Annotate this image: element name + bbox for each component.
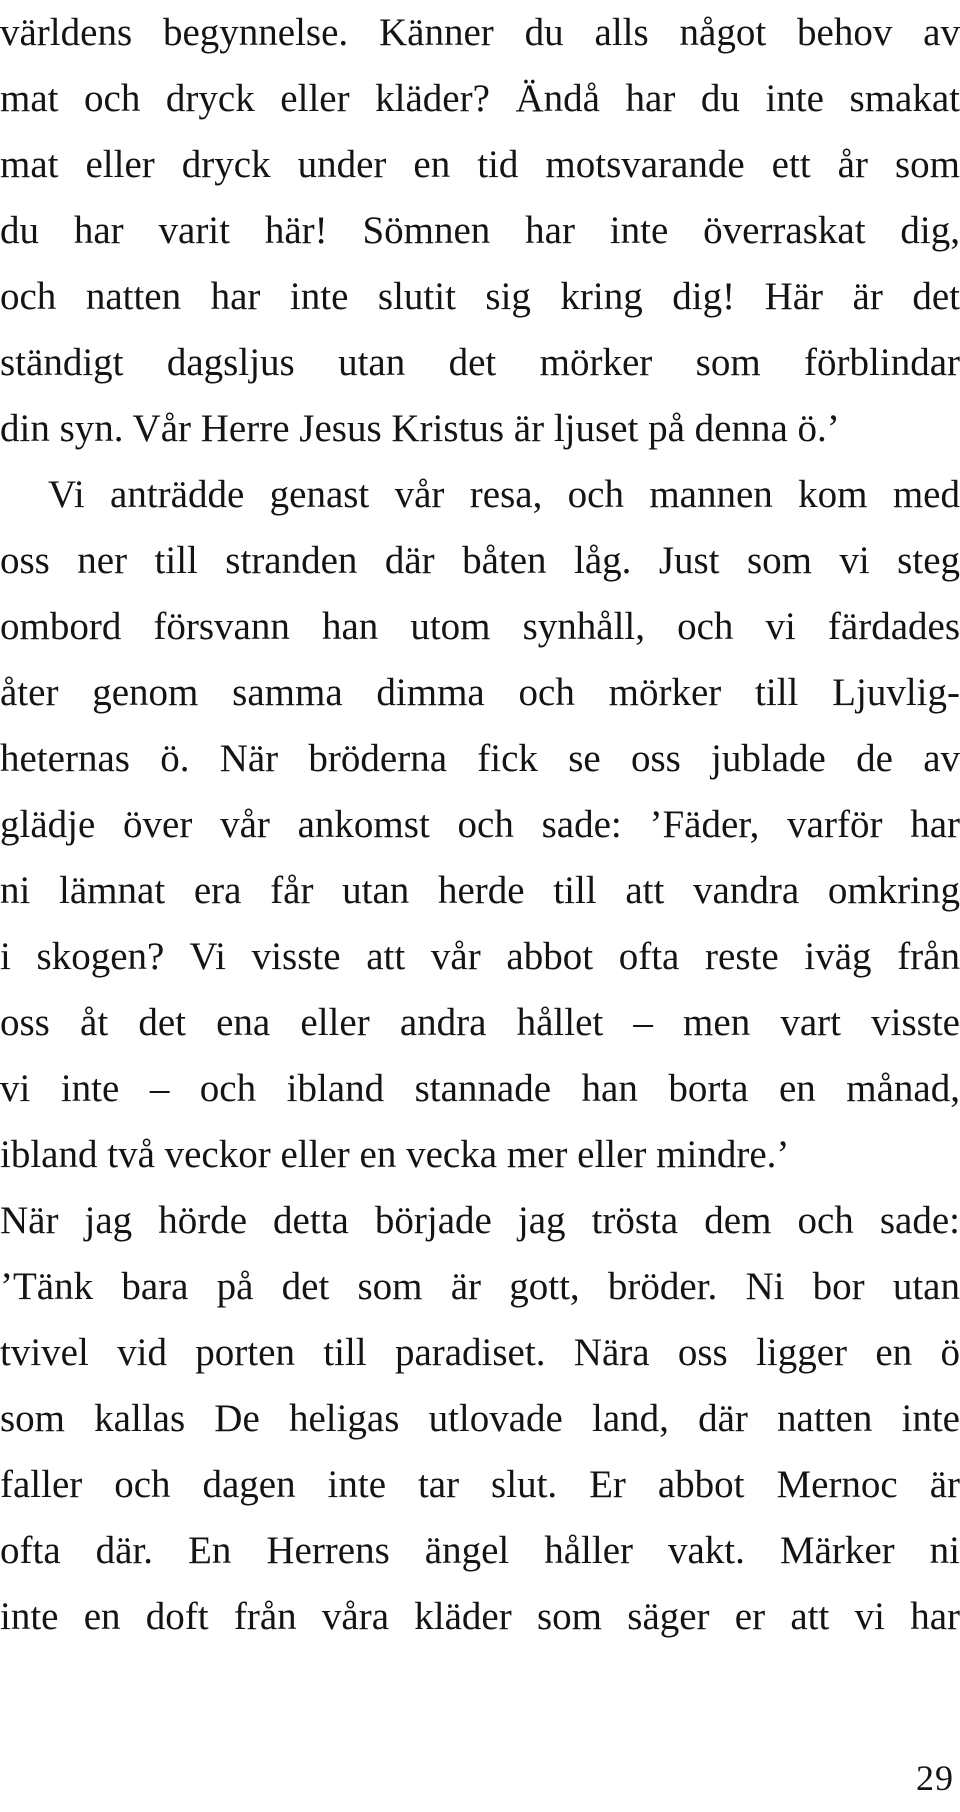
text-line: du har varit här! Sömnen har inte överraskat dig, xyxy=(0,209,960,252)
paragraph-first-line: Vi anträdde genast vår resa, och mannen kom med xyxy=(48,473,960,516)
text-line: mat eller dryck under en tid motsvarande ett år som xyxy=(0,143,960,186)
text-line: åter genom samma dimma och mörker till Ljuvlig- xyxy=(0,671,960,714)
text-line: ständigt dagsljus utan det mörker som förblindar xyxy=(0,341,960,384)
text-line: mat och dryck eller kläder? Ändå har du inte smakat xyxy=(0,77,960,120)
text-line: ofta där. En Herrens ängel håller vakt. Märker ni xyxy=(0,1529,960,1572)
text-line: När jag hörde detta började jag trösta dem och sade: xyxy=(0,1199,960,1242)
text-line: som kallas De heligas utlovade land, där natten inte xyxy=(0,1397,960,1440)
text-line: världens begynnelse. Känner du alls något behov av xyxy=(0,11,960,54)
text-line: ni lämnat era får utan herde till att vandra omkring xyxy=(0,869,960,912)
text-line: oss ner till stranden där båten låg. Just som vi steg xyxy=(0,539,960,582)
text-line: glädje över vår ankomst och sade: ’Fäder, varför har xyxy=(0,803,960,846)
text-line: inte en doft från våra kläder som säger er att vi har xyxy=(0,1595,960,1638)
text-line: vi inte – och ibland stannade han borta en månad, xyxy=(0,1067,960,1110)
text-line: ibland två veckor eller en vecka mer eller mindre.’ xyxy=(0,1133,790,1176)
text-line: din syn. Vår Herre Jesus Kristus är ljuset på denna ö.’ xyxy=(0,407,840,450)
text-line: i skogen? Vi visste att vår abbot ofta reste iväg från xyxy=(0,935,960,978)
text-line: oss åt det ena eller andra hållet – men vart visste xyxy=(0,1001,960,1044)
page-number: 29 xyxy=(916,1758,954,1798)
text-line: och natten har inte slutit sig kring dig! Här är det xyxy=(0,275,960,318)
text-line: heternas ö. När bröderna fick se oss jublade de av xyxy=(0,737,960,780)
text-line: ombord försvann han utom synhåll, och vi färdades xyxy=(0,605,960,648)
text-line: ’Tänk bara på det som är gott, bröder. Ni bor utan xyxy=(0,1265,960,1308)
text-line: faller och dagen inte tar slut. Er abbot Mernoc är xyxy=(0,1463,960,1506)
text-line: tvivel vid porten till paradiset. Nära oss ligger en ö xyxy=(0,1331,960,1374)
